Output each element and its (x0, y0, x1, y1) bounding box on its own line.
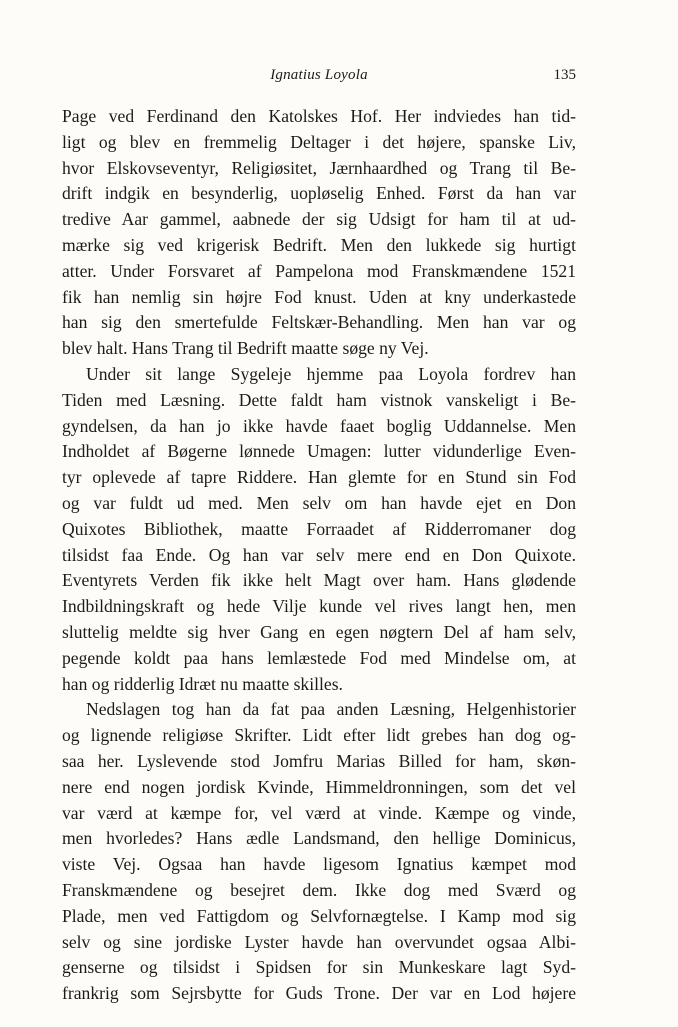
text-line: Plade, men ved Fattigdom og Selvfornægtelse. I Kamp mod sig (62, 905, 576, 926)
text-line: Nedslagen tog han da fat paa anden Læsning, Helgenhistorier (86, 699, 576, 720)
page-number: 135 (553, 67, 576, 83)
text-line: og lignende religiøse Skrifter. Lidt efter lidt grebes han dog og- (62, 725, 576, 746)
text-line: han sig den smertefulde Feltskær-Behandling. Men han var og (62, 312, 576, 333)
text-line: og var fuldt ud med. Men selv om han havde ejet en Don (62, 492, 576, 513)
text-line: Franskmændene og besejret dem. Ikke dog med Sværd og (62, 879, 576, 900)
text-line: tilsidst faa Ende. Og han var selv mere end en Don Quixote. (62, 544, 576, 565)
text-line: han og ridderlig Idræt nu maatte skilles. (62, 673, 343, 694)
text-line: ligt og blev en fremmelig Deltager i det højere, spanske Liv, (62, 131, 576, 152)
text-line: Tiden med Læsning. Dette faldt ham vistnok vanskeligt i Be- (62, 389, 576, 410)
text-line: pegende koldt paa hans lemlæstede Fod med Mindelse om, at (62, 647, 576, 668)
text-line: nere end nogen jordisk Kvinde, Himmeldronningen, som det vel (62, 776, 576, 797)
body-text (62, 104, 576, 1007)
text-line: frankrig som Sejrsbytte for Guds Trone. Der var en Lod højere (62, 983, 576, 1004)
text-line: drift indgik en besynderlig, uopløselig Enhed. Først da han var (62, 183, 576, 204)
running-title: Ignatius Loyola (270, 67, 368, 83)
text-line: genserne og tilsidst i Spidsen for sin Munkeskare lagt Syd- (62, 957, 576, 978)
text-line: Indbildningskraft og hede Vilje kunde vel rives langt hen, men (62, 596, 576, 617)
text-line: men hvorledes? Hans ædle Landsmand, den hellige Dominicus, (62, 828, 576, 849)
running-header (62, 67, 576, 87)
text-line: mærke sig ved krigerisk Bedrift. Men den lukkede sig hurtigt (62, 234, 576, 255)
text-line: tyr oplevede af tapre Riddere. Han glemte for en Stund sin Fod (62, 467, 576, 488)
text-line: Page ved Ferdinand den Katolskes Hof. Her indviedes han tid- (62, 106, 576, 126)
text-line: Under sit lange Sygeleje hjemme paa Loyola fordrev han (86, 363, 576, 384)
text-line: saa her. Lyslevende stod Jomfru Marias Billed for ham, skøn- (62, 750, 576, 771)
text-line: hvor Elskovseventyr, Religiøsitet, Jærnhaardhed og Trang til Be- (62, 157, 576, 178)
text-line: atter. Under Forsvaret af Pampelona mod Franskmændene 1521 (62, 260, 576, 281)
text-line: Eventyrets Verden fik ikke helt Magt over ham. Hans glødende (62, 570, 576, 591)
text-line: gyndelsen, da han jo ikke havde faaet boglig Uddannelse. Men (62, 415, 576, 436)
text-line: Indholdet af Bøgerne lønnede Umagen: lutter vidunderlige Even- (62, 441, 576, 462)
text-line: var værd at kæmpe for, vel værd at vinde. Kæmpe og vinde, (62, 802, 576, 823)
text-line: Quixotes Bibliothek, maatte Forraadet af Ridderromaner dog (62, 518, 576, 539)
text-line: fik han nemlig sin højre Fod knust. Uden at kny underkastede (62, 286, 576, 307)
text-line: tredive Aar gammel, aabnede der sig Udsigt for ham til at ud- (62, 209, 576, 230)
text-line: selv og sine jordiske Lyster havde han overvundet ogsaa Albi- (62, 931, 576, 952)
text-line: blev halt. Hans Trang til Bedrift maatte søge ny Vej. (62, 338, 429, 359)
text-line: viste Vej. Ogsaa han havde ligesom Ignatius kæmpet mod (62, 854, 576, 875)
text-line: sluttelig meldte sig hver Gang en egen nøgtern Del af ham selv, (62, 621, 576, 642)
